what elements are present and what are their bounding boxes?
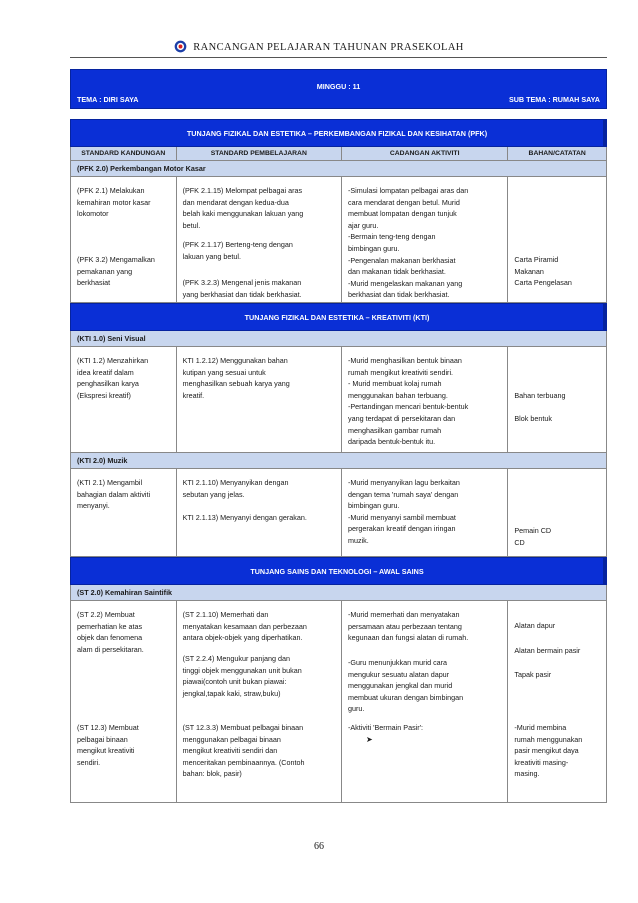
cell-text: -Simulasi lompatan pelbagai aras dan cara mendarat dengan betul. Murid membuat lompatan dengan tunjuk ajar guru. -Bermain teng-teng dengan bimbingan guru. -Pengenalan makanan berkhasiat dan makanan tidak berkhasiat. -Murid mengelaskan makanan yang berkhasiat dan tidak berkhasiat. <box>347 186 469 300</box>
tunjang-pfk-bar: TUNJANG FIZIKAL DAN ESTETIKA – PERKEMBANGAN FIZIKAL DAN KESIHATAN (PFK) <box>70 119 607 147</box>
cell-text: (ST 2.2) Membuat pemerhatian ke atas objek dan fenomena alam di persekitaran. <box>77 610 144 654</box>
table-row <box>70 347 607 453</box>
cell-text: Carta Piramid Makanan <box>514 255 559 276</box>
tunjang-kti-bar: TUNJANG FIZIKAL DAN ESTETIKA – KREATIVITI (KTI) <box>70 303 607 331</box>
cell-text: KTI 2.1.13) Menyanyi dengan gerakan. <box>182 513 307 522</box>
arrow-bullet-icon: ➤ <box>365 734 373 744</box>
cell-text: -Murid menghasilkan bentuk binaan rumah mengikut kreativiti sendiri. - Murid membuat kolaj rumah menggunakan bahan terbuang. -Pertandingan mencari bentuk-bentuk yang terdapat di persekitaran dan menghasilkan gambar rumah daripada bentuk-bentuk itu. <box>347 356 469 447</box>
table-row <box>70 469 607 557</box>
cell-text: -Murid memerhati dan menyatakan persamaan atau perbezaan tentang kegunaan dan fungsi alatan di rumah. <box>347 610 469 643</box>
cell-text: -Murid menyanyikan lagu berkaitan dengan tema 'rumah saya' dengan bimbingan guru. -Murid menyanyi sambil membuat pergerakan kreatif dengan iringan muzik. <box>347 478 460 545</box>
page-header <box>0 40 638 53</box>
table-row <box>70 177 607 303</box>
week-label: MINGGU : 11 <box>316 82 361 91</box>
plan-table <box>70 69 607 803</box>
cell-text: KTI 2.1.10) Menyanyikan dengan sebutan yang jelas. <box>182 478 289 499</box>
cell-text: (PFK 2.1.15) Melompat pelbagai aras dan mendarat dengan kedua-dua belah kaki menggunakan lakuan yang betul. <box>182 186 304 230</box>
cell-text: Alatan dapur <box>514 621 556 630</box>
tunjang-sains-bar: TUNJANG SAINS DAN TEKNOLOGI – AWAL SAINS <box>70 557 607 585</box>
cell-text: (ST 12.3.3) Membuat pelbagai binaan menggunakan pelbagai binaan mengikut kreativiti sendiri dan menceritakan pembinaannya. (Contoh bahan: blok, pasir) <box>182 723 305 779</box>
cell-text <box>348 722 503 745</box>
header-title: RANCANGAN PELAJARAN TAHUNAN PRASEKOLAH <box>193 42 464 53</box>
emblem-icon <box>174 40 187 53</box>
theme-label: TEMA : DIRI SAYA <box>77 95 139 104</box>
activity-text: -Aktiviti 'Bermain Pasir': <box>347 723 424 732</box>
subtheme-label: SUB TEMA : RUMAH SAYA <box>508 95 600 104</box>
section-kti-muzik: (KTI 2.0) Muzik <box>70 453 607 469</box>
week-bar <box>70 69 607 109</box>
cell-text: Carta Pengelasan <box>514 278 572 287</box>
cell-text: Pemain CD CD <box>514 526 552 547</box>
cell-text: (PFK 2.1) Melakukan kemahiran motor kasar lokomotor <box>77 186 151 219</box>
cell-text: (KTI 2.1) Mengambil bahagian dalam aktiviti menyanyi. <box>77 478 151 511</box>
section-st: (ST 2.0) Kemahiran Saintifik <box>70 585 607 601</box>
cell-text: Tapak pasir <box>514 670 552 679</box>
cell-text: (ST 2.1.10) Memerhati dan menyatakan kesamaan dan perbezaan antara objek-objek yang diperhatikan. <box>182 610 307 643</box>
cell-text: Bahan terbuang <box>514 391 566 400</box>
page-number: 66 <box>314 841 324 852</box>
cell-text: (KTI 1.2) Menzahirkan idea kreatif dalam penghasilkan karya (Ekspresi kreatif) <box>77 356 149 400</box>
col-standard-kandungan: STANDARD KANDUNGAN <box>71 147 177 160</box>
col-cadangan-aktiviti: CADANGAN AKTIVITI <box>342 147 508 160</box>
cell-text: -Guru menunjukkan murid cara mengukur sesuatu alatan dapur menggunakan jengkal dan murid membuat ukuran dengan bimbingan guru. <box>347 658 464 714</box>
cell-text: -Murid membina rumah menggunakan pasir mengikut daya kreativiti masing- masing. <box>514 723 583 779</box>
cell-text: (ST 2.2.4) Mengukur panjang dan tinggi objek menggunakan unit bukan piawai(contoh unit bukan piawai: jengkal,tapak kaki, straw,buku) <box>182 654 302 698</box>
column-header <box>70 147 607 161</box>
table-row <box>70 601 607 803</box>
col-bahan-catatan: BAHAN/CATATAN <box>528 150 586 157</box>
cell-text: KTI 1.2.12) Menggunakan bahan kutipan yang sesuai untuk menghasilkan sebuah karya yang kreatif. <box>182 356 290 400</box>
section-pfk: (PFK 2.0) Perkembangan Motor Kasar <box>70 161 607 177</box>
cell-text: (PFK 2.1.17) Berteng-teng dengan lakuan yang betul. <box>182 240 293 261</box>
cell-text: (PFK 3.2.3) Mengenal jenis makanan yang berkhasiat dan tidak berkhasiat. <box>182 278 302 299</box>
cell-text: Blok bentuk <box>514 414 552 423</box>
section-kti-seni: (KTI 1.0) Seni Visual <box>70 331 607 347</box>
col-standard-pembelajaran: STANDARD PEMBELAJARAN <box>177 147 342 160</box>
header-rule <box>70 57 607 58</box>
cell-text: Alatan bermain pasir <box>514 646 581 655</box>
cell-text: (PFK 3.2) Mengamalkan pemakanan yang berkhasiat <box>77 255 155 288</box>
cell-text: (ST 12.3) Membuat pelbagai binaan mengikut kreativiti sendiri. <box>77 723 139 767</box>
